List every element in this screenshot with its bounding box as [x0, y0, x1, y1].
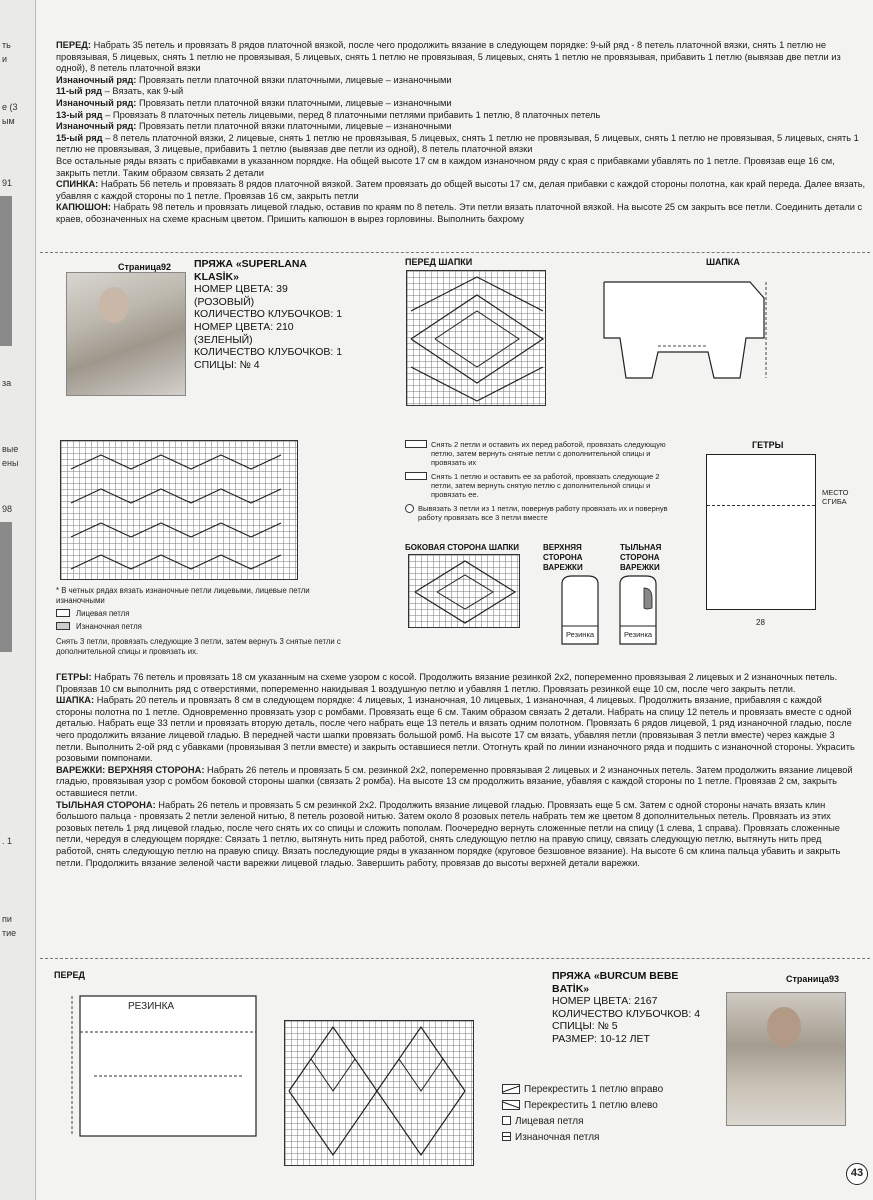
- instruction-text: – Провязать 8 платочных петель лицевыми, перед 8 платочными петлями прибавить 1 петлю, 8 платочных петель: [105, 109, 601, 120]
- instruction-text: Набрать 26 петель и провязать 5 см резинкой 2x2. Продолжить вязание лицевой гладью. Провязать еще 5 см. Затем с одной стороны начать вязать клин большого пальца - провязать 2 петли зеленой нитью, 8 петель розовой нитью. Затем около 8 розовых петель набрать тем же цветом 8 дополнительных петель. Провязать из этих розовых петель 1 ряд лицевой гладью, после чего снять их со спицы и сложить пополам. Поочередно вернуть сложенные петли на спицу (1 слева, 1 справа). Провязать сложенные петли, чередуя в следующем порядке: Связать 1 петлю, вытянуть нить пред работой, снять следующую петлю на правую спицу, связать следующую петлю, вытянуть нить пред работой, снять следующую петлю на правую спицу. Вязать последующие ряды в указанном порядке (круговое безшовное вязание). На высоте 6 см клина пальца убавить и закрыть петли. Продолжить вязание зеленой части варежки лицевой гладью. Завершить работу, провязав до высоты верхней детали варежки.: [56, 799, 841, 868]
- legend-row: [502, 1116, 722, 1128]
- legend-text: Перекрестить 1 петлю влево: [524, 1100, 658, 1111]
- legend-text: Лицевая петля: [76, 609, 130, 618]
- instruction-heading: ШАПКА:: [56, 695, 95, 706]
- legend-text: Изнаночная петля: [76, 622, 142, 631]
- leggings-chart: [60, 440, 298, 580]
- instruction-text: – Вязать, как 9-ый: [104, 86, 184, 97]
- gutter-image: [0, 522, 12, 652]
- photo-label: Страница93: [786, 974, 840, 984]
- legend-cable-symbols: [405, 440, 673, 527]
- yarn-spec-2: [552, 970, 722, 1046]
- gutter-fragment: ть: [2, 40, 11, 50]
- cross-right-icon: [405, 440, 427, 448]
- hat-label: ШАПКА: [706, 257, 740, 267]
- yarn-line: СПИЦЫ: № 5: [552, 1020, 618, 1033]
- page-number: 43: [846, 1163, 868, 1185]
- leggings-schematic: [706, 454, 816, 610]
- lattice-pattern: [285, 1021, 475, 1167]
- side-diamond-pattern: [409, 555, 521, 629]
- yarn-line: РАЗМЕР: 10-12 ЛЕТ: [552, 1032, 650, 1045]
- instruction-text: – 8 петель платочной вязки, 2 лицевые, снять 1 петлю не провязывая, 5 лицевых, снять 1 петлю не провязывая, 5 лицевых, снять 1 петлю не провязывая, 5 лицевых, снять 1 петлю не провязывая, 3 лицевые, прибавить 1 петлю (вывязав две петли из одной), 8 петель платочной вязки: [56, 132, 859, 155]
- rib-label: Резинка: [566, 630, 595, 639]
- instruction-paragraph: [56, 695, 856, 765]
- sweater-chart: [284, 1020, 474, 1166]
- instruction-paragraph: [56, 133, 866, 156]
- cross-right-icon: [502, 1084, 520, 1094]
- yarn-line: КОЛИЧЕСТВО КЛУБОЧКОВ: 4: [552, 1007, 701, 1020]
- legend-left: [56, 586, 356, 657]
- legend-row: [502, 1132, 722, 1144]
- instruction-text: Все остальные ряды вязать с прибавками в указанном порядке. На общей высоте 17 см в каждом изнаночном ряду с края с прибавками убавлять по 1 петле. Провязав еще 16 см, закрыть петли. Таким образом связать 2 детали: [56, 155, 835, 178]
- instruction-paragraph: [56, 202, 866, 225]
- legend-row: [502, 1100, 722, 1112]
- gutter-fragment: . 1: [2, 836, 13, 846]
- legend-row: [405, 440, 673, 467]
- yarn-line: КОЛИЧЕСТВО КЛУБОЧКОВ: 1: [194, 308, 343, 321]
- gutter-fragment: вые: [2, 444, 19, 454]
- hat-schematic: [596, 268, 772, 400]
- left-gutter: [0, 0, 36, 1200]
- instruction-heading: КАПЮШОН:: [56, 202, 111, 213]
- photo-label: Страница92: [118, 262, 172, 272]
- knit-icon: [502, 1116, 511, 1125]
- instruction-paragraph: [56, 40, 866, 75]
- legend-text: Вывязать 3 петли из 1 петли, повернув работу провязать их и повернув работу провязать все 3 петли вместе: [418, 504, 668, 522]
- instruction-paragraph: [56, 86, 866, 98]
- yarn-line: НОМЕР ЦВЕТА: 210: [194, 320, 294, 333]
- instruction-heading: СПИНКА:: [56, 179, 99, 190]
- instruction-heading: Изнаночный ряд:: [56, 121, 137, 132]
- fold-label: МЕСТО СГИБА: [822, 488, 849, 506]
- yarn-title: ПРЯЖА «SUPERLANA: [194, 258, 308, 270]
- instruction-text: Провязать петли платочной вязки платочными, лицевые – изнаночными: [138, 97, 452, 108]
- legend-note: * В четных рядах вязать изнаночные петли лицевыми, лицевые петли изнаночными: [56, 586, 310, 605]
- gutter-fragment: 91: [2, 178, 13, 188]
- hat-front-chart: [406, 270, 546, 406]
- instructions-mid: [56, 672, 856, 869]
- instruction-text: Набрать 76 петель и провязать 18 см указанным на схеме узором с косой. Продолжить вязание резинкой 2x2, попеременно провязывая 2 лицевых и 2 изнаночных петель. Провязав 10 см выполнить ряд с отверстиями, попеременно накидывая 1 воздушную петлю и убавляя 1 петлю. Провязать резинкой еще 10 см, после чего закрыть петли.: [56, 672, 838, 694]
- diamond-pattern: [407, 271, 547, 407]
- instruction-heading: Изнаночный ряд:: [56, 97, 137, 108]
- instruction-heading: Изнаночный ряд:: [56, 74, 137, 85]
- gutter-fragment: е (3: [2, 102, 18, 112]
- gutter-fragment: ым: [2, 116, 15, 126]
- legend-row: [502, 1084, 722, 1096]
- model-photo-2: [726, 992, 846, 1126]
- yarn-title: ПРЯЖА «BURCUM BEBE: [552, 970, 679, 982]
- section-divider: [40, 958, 870, 959]
- instruction-text: Провязать петли платочной вязки платочными, лицевые – изнаночными: [138, 121, 452, 132]
- leggings-label: ГЕТРЫ: [752, 440, 784, 450]
- instruction-heading: ВАРЕЖКИ: ВЕРХНЯЯ СТОРОНА:: [56, 764, 205, 775]
- instruction-text: Набрать 20 петель и провязать 8 см в следующем порядке: 4 лицевых, 1 изнаночная, 10 лицевых, 1 изнаночная, 4 лицевых. Продолжить вязание, прибавляя с каждой стороны полотна по 1 петле. Одновременно провязать узор с ромбами. Провязать еще 6 см. Таким образом связать 2 детали. Набрать на спицу 12 петель и провязать вместе с одной деталью. Набрать еще 33 петли и провязать вторую деталь, после чего набрать еще 13 петель и вязать одним полотном. Провязать 6 рядов лицевой, 1 ряд изнаночной гладью, после чего продолжить вязание лицевой гладью. В передней части шапки провязать большой ромб. На высоте 17 см вязать, убавляя петли (провязывая 3 петли вместе) через каждые 3 петли. Выполнить 2-ой ряд с убавками (провязывая 3 петли вместе) и закрыть оставшиеся петли. Отогнуть край по линии изнаночного ряда и подшить с изнаночной стороны. Украсить розовыми помпонами.: [56, 695, 855, 764]
- instruction-paragraph: [56, 98, 866, 110]
- legend-text: Перекрестить 1 петлю вправо: [524, 1084, 664, 1095]
- legend-cable: Снять 3 петли, провязать следующие 3 петли, затем вернуть 3 снятые петли с дополнительной спицы и провязать их.: [56, 637, 341, 656]
- instruction-paragraph: [56, 800, 856, 870]
- width-label: 28: [756, 618, 765, 627]
- instruction-paragraph: [56, 765, 856, 800]
- legend-row: [405, 472, 673, 499]
- instruction-paragraph: [56, 156, 866, 179]
- fold-line: [707, 505, 815, 506]
- purl-symbol: [56, 622, 70, 630]
- instruction-text: Набрать 35 петель и провязать 8 рядов платочной вязкой, после чего продолжить вязание в следующем порядке: 9-ый ряд - 8 петель платочной вязки, снять 1 петлю не провязывая, 5 лицевых, снять 1 петлю не провязывая, 5 лицевых, снять 1 петлю не провязывая, 5 лицевых, снять 1 петлю не провязывая, прибавить 1 петлю (вывязав две петли из одной), 8 петель платочной вязки: [56, 40, 841, 74]
- instruction-heading: 13-ый ряд: [56, 109, 103, 120]
- model-photo: [66, 272, 186, 396]
- gutter-fragment: и: [2, 54, 8, 64]
- mitt-top-label: ВЕРХНЯЯ СТОРОНА ВАРЕЖКИ: [543, 543, 583, 572]
- purl-icon: [502, 1132, 511, 1141]
- instruction-paragraph: [56, 672, 856, 695]
- yarn-line: СПИЦЫ: № 4: [194, 358, 260, 371]
- legend-text: Снять 2 петли и оставить их перед работой, провязать следующую петлю, затем вернуть снятые петли с дополнительной спицы и провязать их: [431, 440, 666, 467]
- yarn-title: KLASİK»: [194, 270, 239, 283]
- instruction-heading: 11-ый ряд: [56, 86, 103, 97]
- gutter-fragment: 98: [2, 504, 13, 514]
- hat-front-label: ПЕРЕД ШАПКИ: [405, 257, 473, 267]
- yarn-line: НОМЕР ЦВЕТА: 2167: [552, 995, 658, 1008]
- instruction-text: Набрать 56 петель и провязать 8 рядов платочной вязкой. Затем провязать до общей высоты 17 см, делая прибавки с каждой стороны полотна, как край переда. Далее вязать, убавляя с каждой стороны по 1 петле. Провязав 16 см, закрыть петли: [56, 179, 866, 201]
- legend-item: [56, 622, 356, 632]
- cable-pattern: [61, 441, 299, 581]
- gutter-fragment: пи: [2, 914, 12, 924]
- hat-side-label: БОКОВАЯ СТОРОНА ШАПКИ: [405, 543, 520, 552]
- knit-symbol: [56, 609, 70, 617]
- cross-left-icon: [502, 1100, 520, 1110]
- instruction-paragraph: [56, 110, 866, 122]
- yarn-spec-1: [194, 258, 384, 371]
- photo-face: [99, 287, 129, 323]
- yarn-title: BATİK»: [552, 982, 590, 995]
- legend-row: [405, 504, 673, 522]
- instructions-top: [56, 40, 866, 226]
- instruction-heading: ПЕРЕД:: [56, 40, 92, 50]
- instruction-paragraph: [56, 75, 866, 87]
- instruction-text: Провязать петли платочной вязки платочными, лицевые – изнаночными: [138, 74, 452, 85]
- legend-text: Изнаночная петля: [515, 1132, 600, 1143]
- section-divider: [40, 252, 870, 253]
- yarn-line: НОМЕР ЦВЕТА: 39: [194, 283, 288, 296]
- legend-text: Снять 1 петлю и оставить ее за работой, провязать следующие 2 петли, затем вернуть снятую петлю с дополнительной спицы и провязать ее.: [431, 472, 660, 499]
- front-label: ПЕРЕД: [54, 970, 85, 980]
- mitt-back-label: ТЫЛЬНАЯ СТОРОНА ВАРЕЖКИ: [620, 543, 662, 572]
- instruction-text: Набрать 98 петель и провязать лицевой гладью, оставив по краям по 8 петель. Эти петли вязать платочной вязкой. На высоте 25 см закрыть все петли. Соединить детали с краев, обозначенных на схеме красным цветом. Пришить капюшон в вырез горловины. Выполнить бахрому: [56, 202, 863, 224]
- yarn-line: (ЗЕЛЕНЫЙ): [194, 333, 253, 346]
- gutter-image: [0, 196, 12, 346]
- gutter-fragment: за: [2, 378, 12, 388]
- legend-bottom: [502, 1084, 722, 1148]
- rib-big-label: РЕЗИНКА: [128, 1001, 175, 1012]
- instruction-paragraph: [56, 121, 866, 133]
- instruction-text: Набрать 26 петель и провязать 5 см. резинкой 2x2, попеременно провязывая 2 лицевых и 2 изнаночных петель. Затем продолжить вязание лицевой гладью, провязывая узор с ромбом боковой стороны шапки (связать 2 ромба). На высоте 13 см продолжить вязание, убавляя с каждой стороны по 1 петле. Провязав 2 см, закрыть оставшиеся петли.: [56, 764, 853, 798]
- gutter-fragment: тие: [2, 928, 17, 938]
- instruction-heading: ТЫЛЬНАЯ СТОРОНА:: [56, 799, 156, 810]
- yarn-line: (РОЗОВЫЙ): [194, 295, 255, 308]
- gutter-fragment: ены: [2, 458, 19, 468]
- cross-left-icon: [405, 472, 427, 480]
- instruction-heading: 15-ый ряд: [56, 132, 103, 143]
- legend-item: [56, 609, 356, 619]
- yarn-line: КОЛИЧЕСТВО КЛУБОЧКОВ: 1: [194, 346, 343, 359]
- instruction-heading: ГЕТРЫ:: [56, 672, 92, 682]
- instruction-paragraph: [56, 179, 866, 202]
- rib-label: Резинка: [624, 630, 653, 639]
- bobble-icon: [405, 504, 414, 513]
- legend-text: Лицевая петля: [515, 1116, 584, 1127]
- hat-side-chart: [408, 554, 520, 628]
- photo-face: [767, 1007, 801, 1047]
